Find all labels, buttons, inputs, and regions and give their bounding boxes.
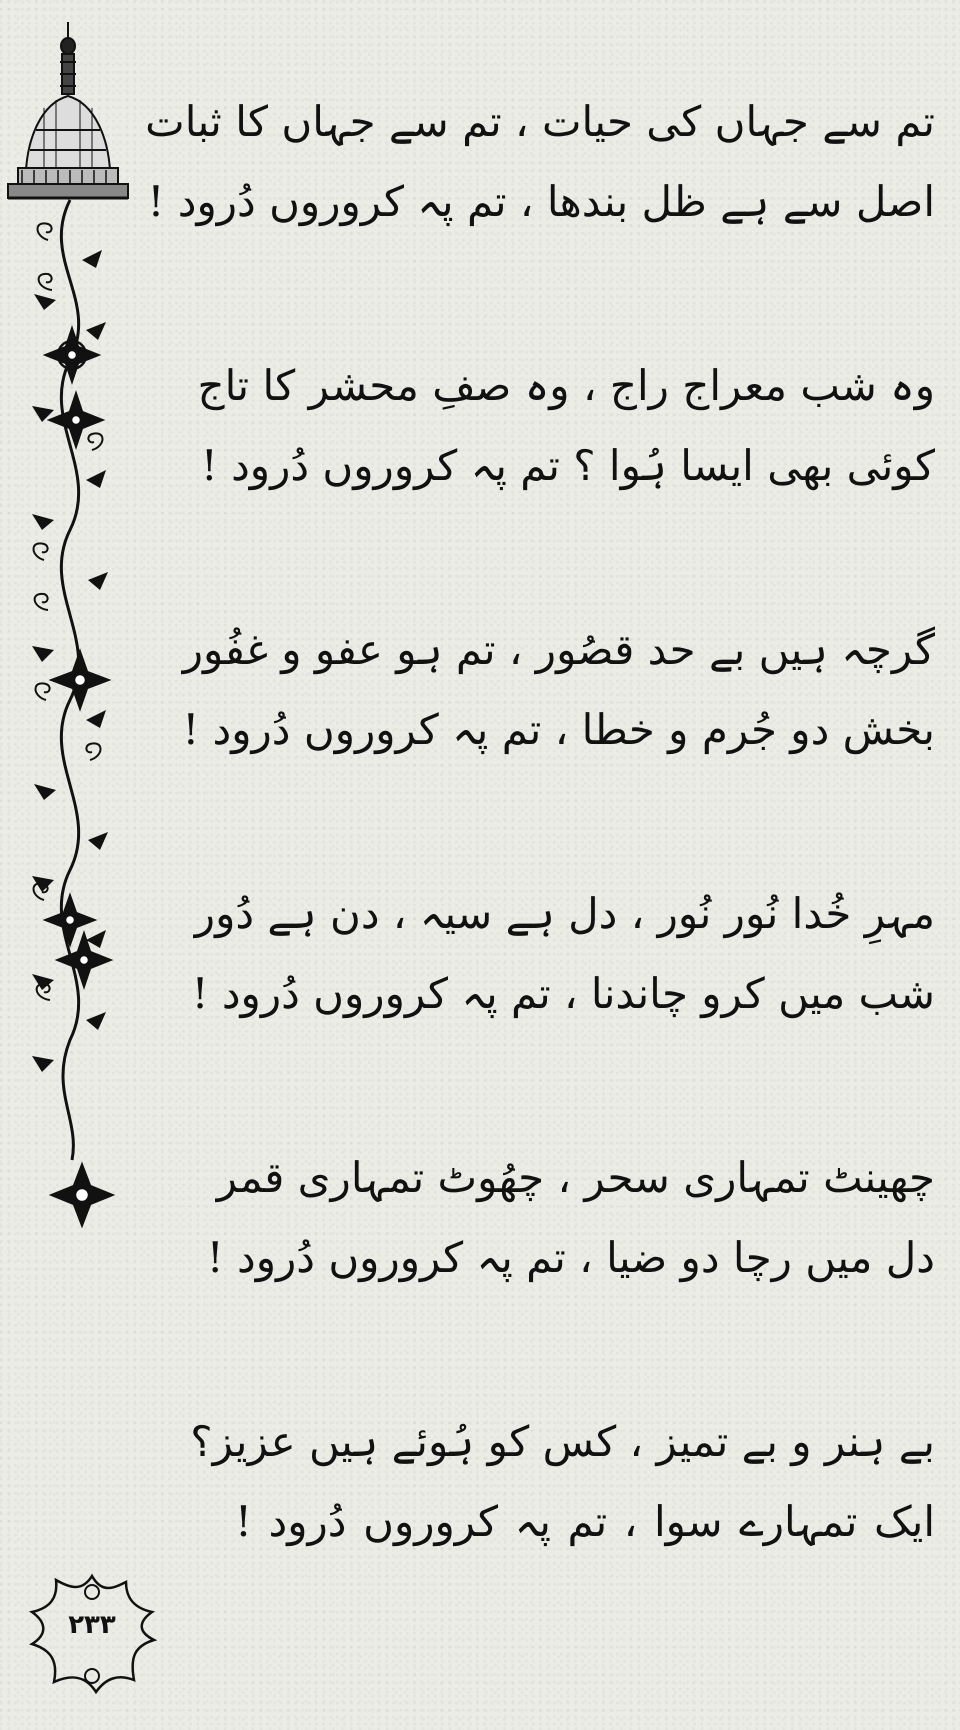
verse-line: وہ شب معراج راج ، وہ صفِ محشر کا تاج xyxy=(197,361,935,410)
verse-line: چھینٹ تمہاری سحر ، چھُوٹ تمہاری قمر xyxy=(216,1153,935,1202)
flower-icon xyxy=(46,329,112,1225)
verse-line: شب میں کرو چاندنا ، تم پہ کروروں دُرود ! xyxy=(191,969,935,1018)
verse-line: گرچہ ہیں بے حد قصُور ، تم ہو عفو و غفُور xyxy=(182,625,935,674)
verse-line: اصل سے ہے ظل بندھا ، تم پہ کروروں دُرود ! xyxy=(147,177,935,226)
verse-line: ایک تمہارے سوا ، تم پہ کروروں دُرود ! xyxy=(235,1497,935,1546)
stanza xyxy=(145,82,935,242)
stanza xyxy=(182,610,935,770)
verse-line: مہرِ خُدا نُور نُور ، دل ہے سیہ ، دن ہے دُور xyxy=(194,889,935,938)
verse-line: تم سے جہاں کی حیات ، تم سے جہاں کا ثبات xyxy=(145,97,935,146)
stanza xyxy=(190,1402,935,1562)
verse-line: بے ہنر و بے تمیز ، کس کو ہُوئے ہیں عزیز؟ xyxy=(190,1417,935,1466)
stanza xyxy=(197,346,935,506)
page-number: ۲۳۳ xyxy=(68,1610,116,1640)
poem-body xyxy=(145,82,935,1666)
verse-line: بخش دو جُرم و خطا ، تم پہ کروروں دُرود ! xyxy=(182,705,935,754)
dome-icon xyxy=(8,22,128,198)
dome-floral-border-ornament xyxy=(0,0,140,1235)
verse-line: کوئی بھی ایسا ہُوا ؟ تم پہ کروروں دُرود ! xyxy=(200,441,935,490)
stanza xyxy=(191,874,935,1034)
stanza xyxy=(206,1138,935,1298)
verse-line: دل میں رچا دو ضیا ، تم پہ کروروں دُرود ! xyxy=(206,1233,935,1282)
